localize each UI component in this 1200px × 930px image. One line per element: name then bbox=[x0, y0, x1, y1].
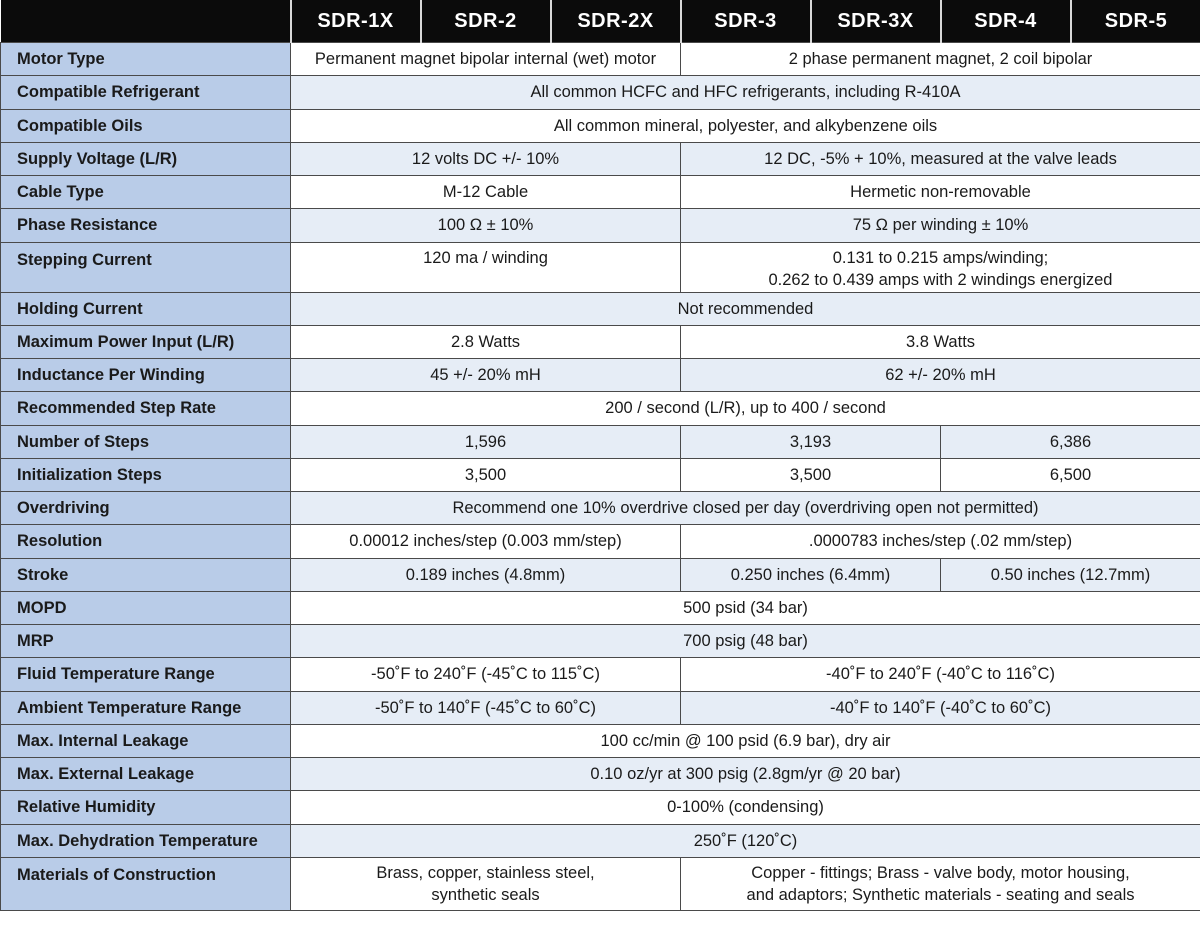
row-label: Holding Current bbox=[1, 292, 291, 325]
row-mrp bbox=[1, 625, 1200, 658]
value-cell: 500 psid (34 bar) bbox=[291, 591, 1200, 624]
value-cell: 250˚F (120˚C) bbox=[291, 824, 1200, 857]
row-label: Maximum Power Input (L/R) bbox=[1, 325, 291, 358]
value-cell bbox=[681, 857, 1200, 910]
value-cell: 3.8 Watts bbox=[681, 325, 1200, 358]
value-cell: Permanent magnet bipolar internal (wet) motor bbox=[291, 43, 681, 76]
value-line: synthetic seals bbox=[431, 885, 540, 904]
row-label: Stroke bbox=[1, 558, 291, 591]
row-label: Cable Type bbox=[1, 176, 291, 209]
row-label: Phase Resistance bbox=[1, 209, 291, 242]
value-cell: All common HCFC and HFC refrigerants, including R-410A bbox=[291, 76, 1200, 109]
row-label: MOPD bbox=[1, 591, 291, 624]
value-cell: -40˚F to 140˚F (-40˚C to 60˚C) bbox=[681, 691, 1200, 724]
value-cell bbox=[291, 857, 681, 910]
row-inductance-per-winding bbox=[1, 359, 1200, 392]
row-compatible-refrigerant bbox=[1, 76, 1200, 109]
header-sdr-2: SDR-2 bbox=[421, 0, 551, 43]
row-label: Overdriving bbox=[1, 492, 291, 525]
header-sdr-4: SDR-4 bbox=[941, 0, 1071, 43]
value-cell: 75 Ω per winding ± 10% bbox=[681, 209, 1200, 242]
row-label: Number of Steps bbox=[1, 425, 291, 458]
row-label: Supply Voltage (L/R) bbox=[1, 142, 291, 175]
value-cell: Hermetic non-removable bbox=[681, 176, 1200, 209]
value-line: 0.262 to 0.439 amps with 2 windings energized bbox=[768, 270, 1113, 289]
value-line: 0.131 to 0.215 amps/winding; bbox=[832, 248, 1049, 267]
row-initialization-steps bbox=[1, 458, 1200, 491]
value-cell: M-12 Cable bbox=[291, 176, 681, 209]
row-label: Compatible Oils bbox=[1, 109, 291, 142]
row-label: Max. External Leakage bbox=[1, 758, 291, 791]
value-cell: 0.00012 inches/step (0.003 mm/step) bbox=[291, 525, 681, 558]
value-cell: 12 volts DC +/- 10% bbox=[291, 142, 681, 175]
row-compatible-oils bbox=[1, 109, 1200, 142]
header-sdr-5: SDR-5 bbox=[1071, 0, 1200, 43]
value-cell: All common mineral, polyester, and alkybenzene oils bbox=[291, 109, 1200, 142]
value-cell: -50˚F to 240˚F (-45˚C to 115˚C) bbox=[291, 658, 681, 691]
row-relative-humidity bbox=[1, 791, 1200, 824]
value-line: Brass, copper, stainless steel, bbox=[376, 863, 595, 882]
value-cell: 45 +/- 20% mH bbox=[291, 359, 681, 392]
value-cell: 3,193 bbox=[681, 425, 941, 458]
row-max-internal-leakage bbox=[1, 724, 1200, 757]
row-resolution bbox=[1, 525, 1200, 558]
row-max-dehydration-temperature bbox=[1, 824, 1200, 857]
value-cell: -40˚F to 240˚F (-40˚C to 116˚C) bbox=[681, 658, 1200, 691]
value-cell: Not recommended bbox=[291, 292, 1200, 325]
header-sdr-3: SDR-3 bbox=[681, 0, 811, 43]
value-cell: -50˚F to 140˚F (-45˚C to 60˚C) bbox=[291, 691, 681, 724]
row-holding-current bbox=[1, 292, 1200, 325]
row-cable-type bbox=[1, 176, 1200, 209]
row-label: Motor Type bbox=[1, 43, 291, 76]
table-header bbox=[1, 0, 1200, 43]
row-label: Fluid Temperature Range bbox=[1, 658, 291, 691]
row-label: Relative Humidity bbox=[1, 791, 291, 824]
row-overdriving bbox=[1, 492, 1200, 525]
header-sdr-3x: SDR-3X bbox=[811, 0, 941, 43]
value-cell: 1,596 bbox=[291, 425, 681, 458]
row-supply-voltage bbox=[1, 142, 1200, 175]
value-cell: 62 +/- 20% mH bbox=[681, 359, 1200, 392]
value-cell: 200 / second (L/R), up to 400 / second bbox=[291, 392, 1200, 425]
value-cell: Recommend one 10% overdrive closed per day (overdriving open not permitted) bbox=[291, 492, 1200, 525]
value-line: and adaptors; Synthetic materials - seating and seals bbox=[746, 885, 1135, 904]
value-cell: 6,386 bbox=[941, 425, 1200, 458]
row-label: Stepping Current bbox=[1, 242, 291, 292]
value-cell: 3,500 bbox=[291, 458, 681, 491]
value-cell: 12 DC, -5% + 10%, measured at the valve leads bbox=[681, 142, 1200, 175]
value-cell: 100 cc/min @ 100 psid (6.9 bar), dry air bbox=[291, 724, 1200, 757]
row-mopd bbox=[1, 591, 1200, 624]
value-cell: 0.250 inches (6.4mm) bbox=[681, 558, 941, 591]
value-cell: .0000783 inches/step (.02 mm/step) bbox=[681, 525, 1200, 558]
row-label: MRP bbox=[1, 625, 291, 658]
row-ambient-temperature-range bbox=[1, 691, 1200, 724]
row-materials-of-construction bbox=[1, 857, 1200, 910]
row-label: Recommended Step Rate bbox=[1, 392, 291, 425]
value-cell: 6,500 bbox=[941, 458, 1200, 491]
value-cell: 0-100% (condensing) bbox=[291, 791, 1200, 824]
value-cell: 2.8 Watts bbox=[291, 325, 681, 358]
row-maximum-power-input bbox=[1, 325, 1200, 358]
header-corner bbox=[1, 0, 291, 43]
row-phase-resistance bbox=[1, 209, 1200, 242]
row-max-external-leakage bbox=[1, 758, 1200, 791]
value-cell: 3,500 bbox=[681, 458, 941, 491]
value-cell: 0.189 inches (4.8mm) bbox=[291, 558, 681, 591]
row-label: Resolution bbox=[1, 525, 291, 558]
row-label: Max. Internal Leakage bbox=[1, 724, 291, 757]
row-stepping-current bbox=[1, 242, 1200, 292]
row-number-of-steps bbox=[1, 425, 1200, 458]
row-motor-type bbox=[1, 43, 1200, 76]
row-label: Initialization Steps bbox=[1, 458, 291, 491]
value-cell: 0.10 oz/yr at 300 psig (2.8gm/yr @ 20 bar) bbox=[291, 758, 1200, 791]
header-sdr-2x: SDR-2X bbox=[551, 0, 681, 43]
row-label: Compatible Refrigerant bbox=[1, 76, 291, 109]
value-line: Copper - fittings; Brass - valve body, motor housing, bbox=[751, 863, 1130, 882]
row-label: Max. Dehydration Temperature bbox=[1, 824, 291, 857]
value-cell: 2 phase permanent magnet, 2 coil bipolar bbox=[681, 43, 1200, 76]
value-cell bbox=[681, 242, 1200, 292]
row-label: Materials of Construction bbox=[1, 857, 291, 910]
header-sdr-1x: SDR-1X bbox=[291, 0, 421, 43]
value-cell: 0.50 inches (12.7mm) bbox=[941, 558, 1200, 591]
value-cell: 120 ma / winding bbox=[291, 242, 681, 292]
row-label: Inductance Per Winding bbox=[1, 359, 291, 392]
row-recommended-step-rate bbox=[1, 392, 1200, 425]
row-label: Ambient Temperature Range bbox=[1, 691, 291, 724]
value-cell: 700 psig (48 bar) bbox=[291, 625, 1200, 658]
row-fluid-temperature-range bbox=[1, 658, 1200, 691]
value-cell: 100 Ω ± 10% bbox=[291, 209, 681, 242]
row-stroke bbox=[1, 558, 1200, 591]
